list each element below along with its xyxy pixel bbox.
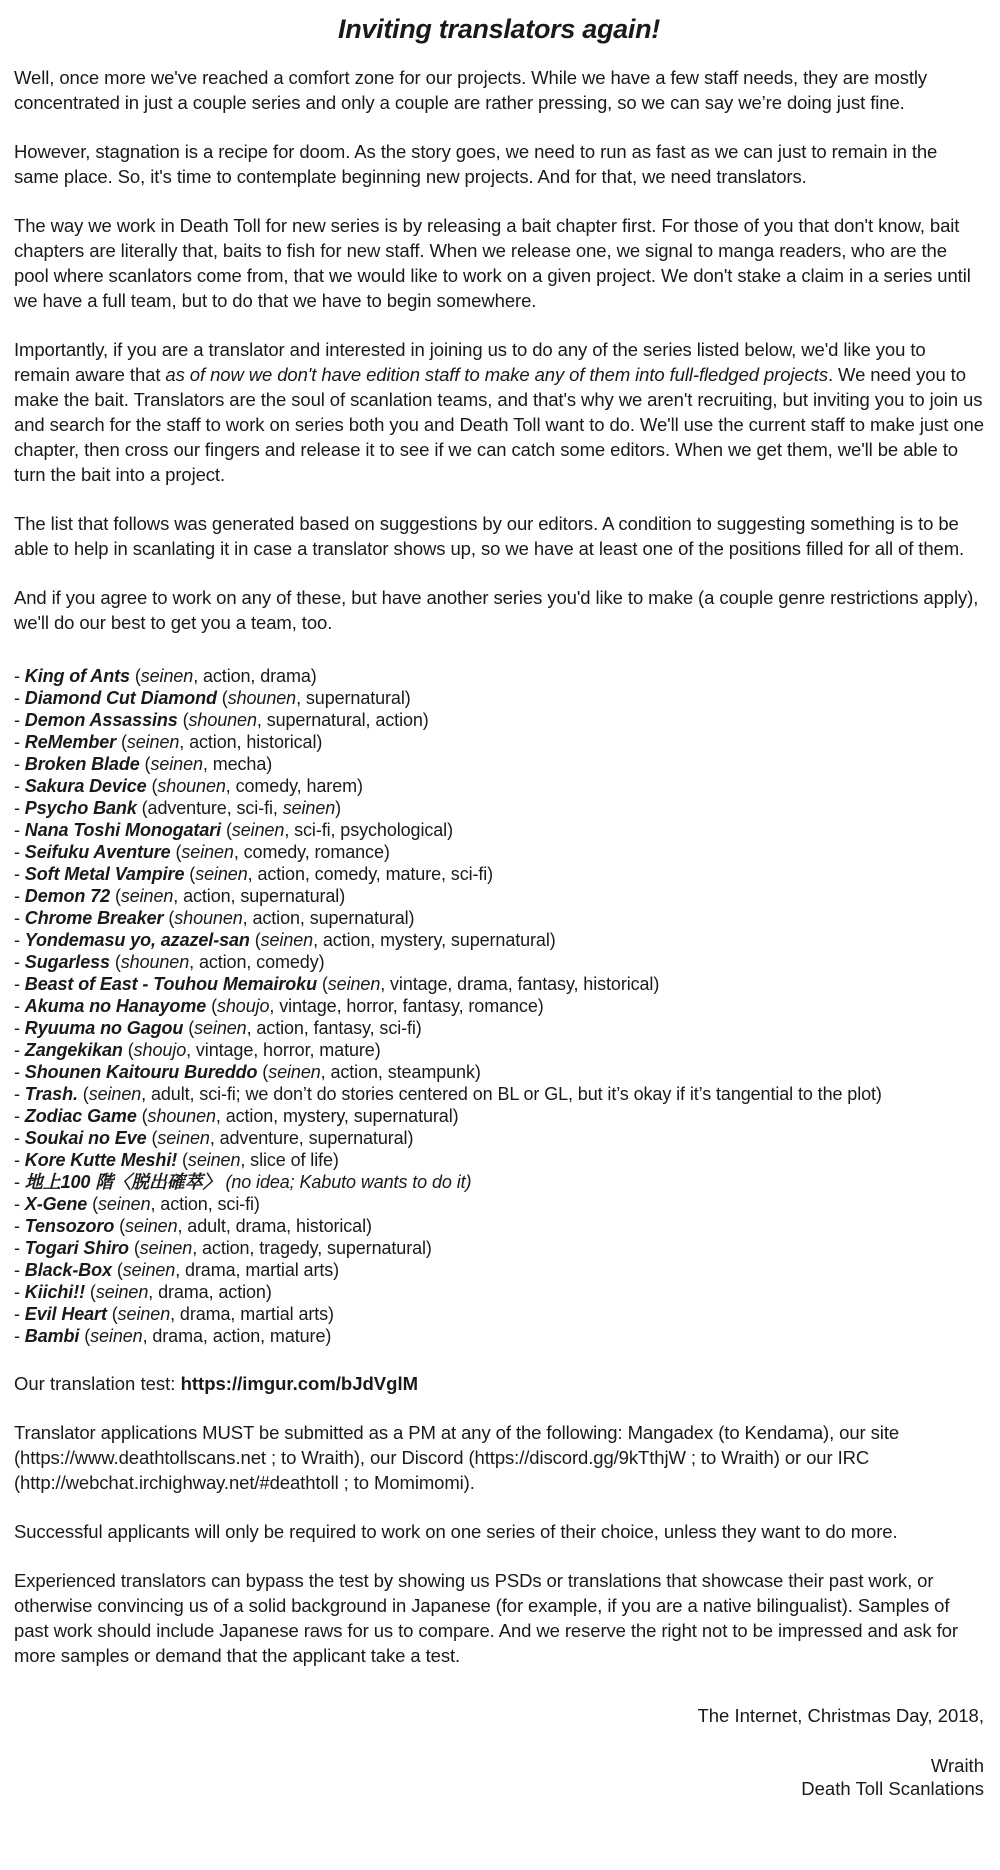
signoff-dateline: The Internet, Christmas Day, 2018, [697,1705,984,1726]
series-details: (shoujo, vintage, horror, mature) [127,1040,381,1060]
series-list [14,665,984,1347]
series-details: (seinen, action, mystery, supernatural) [254,930,556,950]
series-details: (seinen, slice of life) [182,1150,339,1170]
list-bullet: - [14,1018,25,1038]
list-bullet: - [14,1128,25,1148]
series-list-item [14,929,984,951]
paragraph-stagnation: However, stagnation is a recipe for doom. As the story goes, we need to run as fast as we can just to remain in the same place. So, it's time to contemplate beginning new projects. And for that, we need translators. [14,141,938,187]
series-title: Chrome Breaker [24,908,164,928]
list-bullet: - [14,1326,25,1346]
list-bullet: - [14,1084,25,1104]
series-title: Trash. [24,1084,78,1104]
series-title: Black-Box [24,1260,112,1280]
series-details: (shounen, supernatural, action) [182,710,429,730]
list-bullet: - [14,1194,25,1214]
series-list-item [14,907,984,929]
list-bullet: - [14,864,25,884]
series-list-item [14,841,984,863]
list-bullet: - [14,754,25,774]
series-list-item [14,665,984,687]
series-details: (seinen, action, historical) [120,732,323,752]
series-details: (seinen, adventure, supernatural) [151,1128,414,1148]
translation-test-url: https://imgur.com/bJdVglM [180,1373,418,1394]
series-title: Evil Heart [24,1304,107,1324]
signoff-author: Wraith [930,1755,984,1776]
series-title: Sugarless [24,952,110,972]
series-title: Demon Assassins [24,710,178,730]
series-title: Demon 72 [24,886,111,906]
list-bullet: - [14,776,25,796]
series-details: (seinen, adult, drama, historical) [119,1216,372,1236]
paragraph-importantly [14,337,984,487]
series-title: Tensozoro [24,1216,115,1236]
series-details: (shounen, action, supernatural) [168,908,415,928]
list-bullet: - [14,1216,25,1236]
series-details: (shounen, action, mystery, supernatural) [141,1106,459,1126]
list-bullet: - [14,1282,25,1302]
series-title: Psycho Bank [24,798,137,818]
page-title: Inviting translators again! [338,14,660,44]
series-list-item [14,1259,984,1281]
series-list-item [14,1039,984,1061]
list-bullet: - [14,1304,25,1324]
series-details: (seinen, action, drama) [134,666,317,686]
signoff-block [14,1704,984,1800]
list-bullet: - [14,952,25,972]
series-title: Kore Kutte Meshi! [24,1150,178,1170]
list-bullet: - [14,1062,25,1082]
series-title: Seifuku Aventure [24,842,171,862]
list-bullet: - [14,1150,25,1170]
series-list-item [14,1237,984,1259]
paragraph-other-series: And if you agree to work on any of these, but have another series you'd like to make (a couple genre restrictions apply), we'll do our best to get you a team, too. [14,587,979,633]
series-details: (seinen, drama, martial arts) [116,1260,340,1280]
series-details: (seinen, drama, martial arts) [111,1304,334,1324]
series-title: X-Gene [24,1194,88,1214]
list-bullet: - [14,930,25,950]
series-details: (no idea; Kabuto wants to do it) [225,1172,472,1192]
series-title: Soukai no Eve [24,1128,147,1148]
list-bullet: - [14,1106,25,1126]
series-title: Nana Toshi Monogatari [24,820,222,840]
series-list-item [14,1303,984,1325]
series-details: (seinen, action, supernatural) [114,886,346,906]
series-list-item [14,951,984,973]
list-bullet: - [14,1260,25,1280]
paragraph-bait-chapters: The way we work in Death Toll for new series is by releasing a bait chapter first. For those of you that don't know, bait chapters are literally that, baits to fish for new staff. When we release one, we signal to manga readers, who are the pool where scanlators come from, that we would like to work on a given project. We don't stake a claim in a series until we have a full team, but to do that we have to begin somewhere. [14,215,971,311]
series-details: (shoujo, vintage, horror, fantasy, romance) [211,996,544,1016]
importantly-text-after: . We need you to make the bait. Translators are the soul of scanlation teams, and that's why we aren't recruiting, but inviting you to join us and search for the staff to work on series both you and Death Toll want to do. We'll use the current staff to make just one chapter, then cross our fingers and release it to see if we can catch some editors. When we get them, we'll be able to turn the bait into a project. [14,364,984,485]
list-bullet: - [14,1172,25,1192]
series-title: Togari Shiro [24,1238,129,1258]
series-title: Ryuuma no Gagou [24,1018,184,1038]
list-bullet: - [14,688,25,708]
series-list-item [14,1193,984,1215]
series-title: Kiichi!! [24,1282,85,1302]
signoff-group-name: Death Toll Scanlations [801,1778,984,1799]
paragraph-list-origin: The list that follows was generated based on suggestions by our editors. A condition to suggesting something is to be able to help in scanlating it in case a translator shows up, so we have at least one of the positions filled for all of them. [14,513,965,559]
series-details: (seinen, drama, action, mature) [84,1326,332,1346]
series-details: (seinen, action, steampunk) [262,1062,481,1082]
series-details: (seinen, drama, action) [89,1282,272,1302]
series-details: (seinen, adult, sci-fi; we don’t do stories centered on BL or GL, but it’s okay if it’s tangential to the plot) [82,1084,882,1104]
list-bullet: - [14,820,25,840]
list-bullet: - [14,842,25,862]
series-details: (shounen, supernatural) [221,688,411,708]
series-details: (shounen, action, comedy) [114,952,325,972]
series-list-item [14,1105,984,1127]
series-title: Akuma no Hanayome [24,996,207,1016]
series-list-item [14,819,984,841]
series-list-item [14,1281,984,1303]
series-details: (shounen, comedy, harem) [151,776,363,796]
series-list-item [14,973,984,995]
series-list-item [14,885,984,907]
list-bullet: - [14,974,25,994]
series-title: Broken Blade [24,754,140,774]
series-title: ReMember [24,732,117,752]
series-details: (adventure, sci-fi, seinen) [141,798,342,818]
importantly-text-italic: as of now we don't have edition staff to make any of them into full-fledged projects [165,364,828,385]
series-title: Shounen Kaitouru Bureddo [24,1062,258,1082]
series-details: (seinen, mecha) [144,754,273,774]
importantly-text-before: Importantly, if you are a translator and interested in joining us to do any of the series listed below, we'd like you to remain aware that [14,339,926,385]
list-bullet: - [14,666,25,686]
paragraph-comfort-zone: Well, once more we've reached a comfort zone for our projects. While we have a few staff needs, they are mostly concentrated in just a couple series and only a couple are rather pressing, so we can say we’re doing just fine. [14,67,928,113]
list-bullet: - [14,886,25,906]
series-list-item [14,709,984,731]
series-title: Diamond Cut Diamond [24,688,217,708]
paragraph-successful-applicants: Successful applicants will only be required to work on one series of their choice, unless they want to do more. [14,1521,898,1542]
series-list-item [14,1325,984,1347]
list-bullet: - [14,1040,25,1060]
series-details: (seinen, action, sci-fi) [92,1194,260,1214]
list-bullet: - [14,908,25,928]
translation-test-line [14,1371,984,1396]
series-title: Zangekikan [24,1040,123,1060]
series-details: (seinen, vintage, drama, fantasy, historical) [321,974,660,994]
series-list-item [14,1083,984,1105]
list-bullet: - [14,798,25,818]
series-list-item [14,1127,984,1149]
paragraph-experienced-translators: Experienced translators can bypass the test by showing us PSDs or translations that showcase their past work, or otherwise convincing us of a solid background in Japanese (for example, if you are a native bilingualist). Samples of past work should include Japanese raws for us to compare. And we reserve the right not to be impressed and ask for more samples or demand that the applicant take a test. [14,1570,958,1666]
series-list-item [14,687,984,709]
series-title: Yondemasu yo, azazel-san [24,930,250,950]
paragraph-applications: Translator applications MUST be submitted as a PM at any of the following: Mangadex (to Kendama), our site (https://www.deathtollscans.net ; to Wraith), our Discord (https://discord.gg/9kTthjW ; to Wraith) or our IRC (http://webchat.irchighway.net/#deathtoll ; to Momimomi). [14,1422,900,1493]
series-details: (seinen, sci-fi, psychological) [225,820,453,840]
series-list-item [14,731,984,753]
series-title: Sakura Device [24,776,147,796]
series-title: 地上100 階〈脱出確萃〉 [24,1172,221,1192]
series-list-item [14,995,984,1017]
series-list-item [14,775,984,797]
series-list-item [14,1149,984,1171]
list-bullet: - [14,1238,25,1258]
series-list-item [14,1017,984,1039]
series-title: Zodiac Game [24,1106,137,1126]
series-title: Soft Metal Vampire [24,864,185,884]
series-details: (seinen, action, tragedy, supernatural) [133,1238,432,1258]
series-list-item [14,1215,984,1237]
series-list-item [14,863,984,885]
list-bullet: - [14,732,25,752]
list-bullet: - [14,996,25,1016]
series-details: (seinen, action, fantasy, sci-fi) [188,1018,422,1038]
series-title: Beast of East - Touhou Memairoku [24,974,317,994]
series-details: (seinen, action, comedy, mature, sci-fi) [189,864,494,884]
series-list-item [14,753,984,775]
series-title: King of Ants [24,666,130,686]
series-list-item [14,1061,984,1083]
series-details: (seinen, comedy, romance) [175,842,390,862]
series-list-item [14,797,984,819]
translation-test-label: Our translation test: [14,1373,181,1394]
series-list-item [14,1171,984,1193]
series-title: Bambi [24,1326,80,1346]
list-bullet: - [14,710,25,730]
